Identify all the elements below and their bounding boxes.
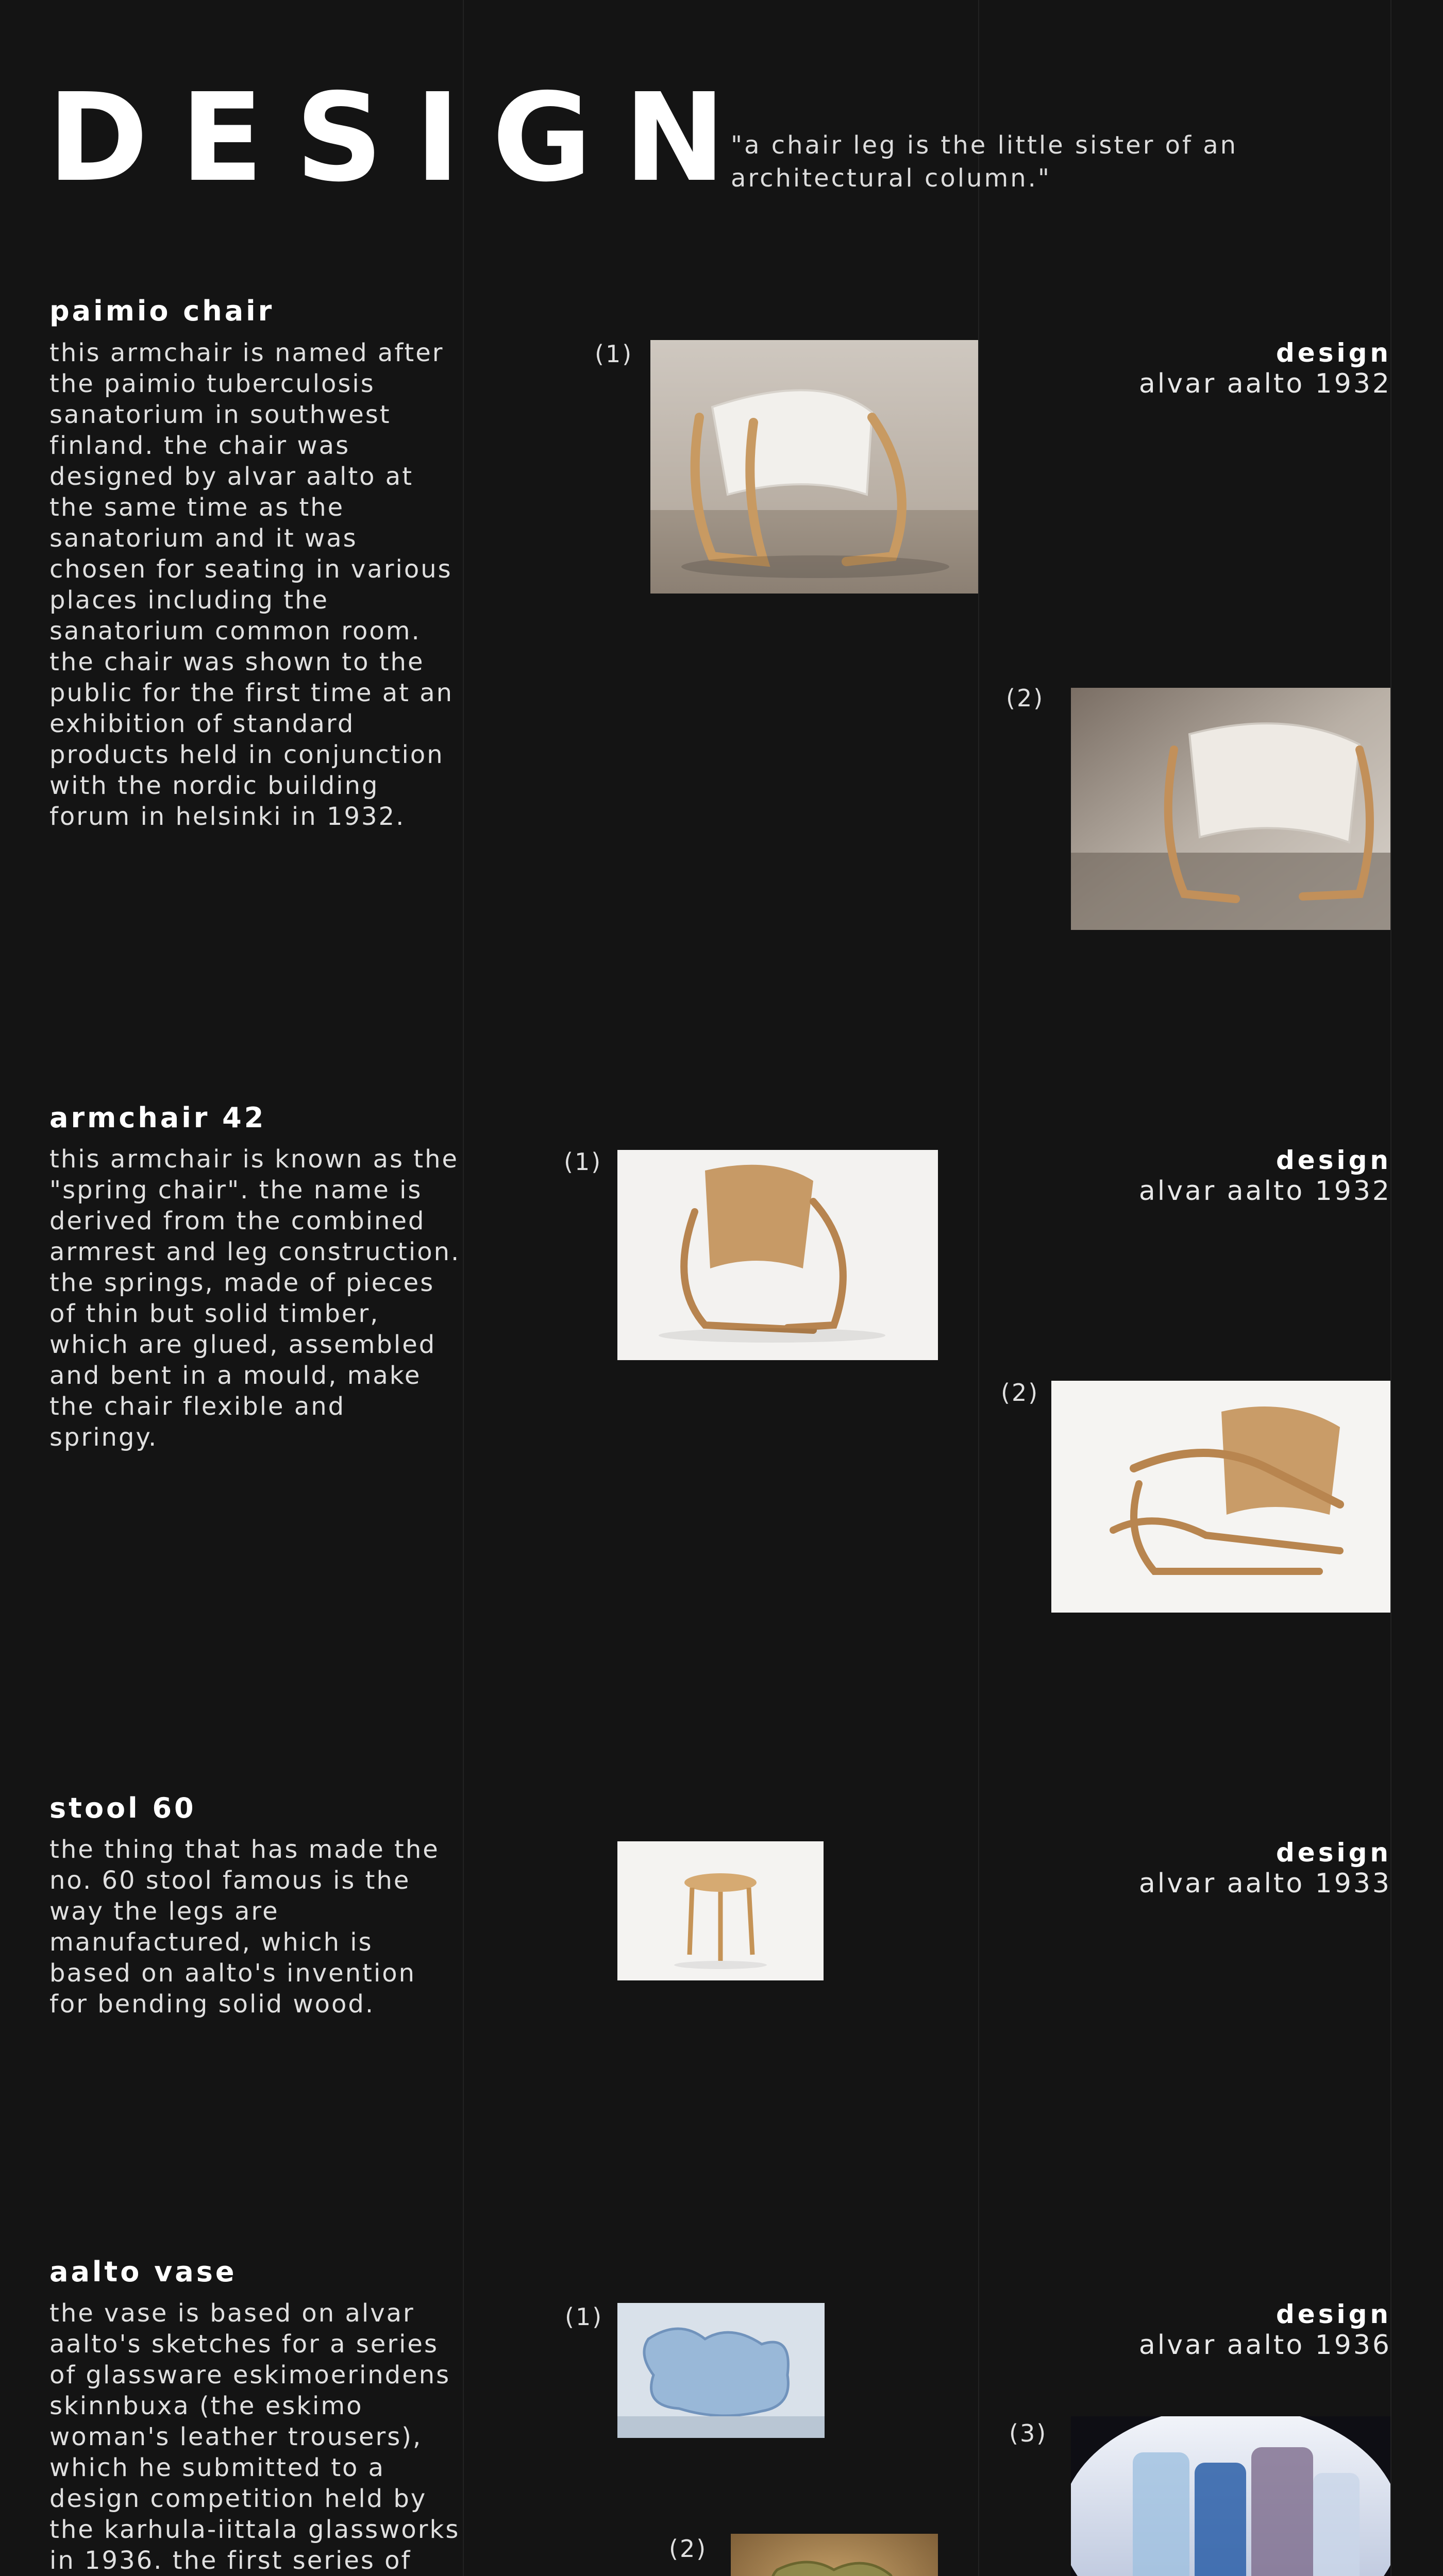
paimio-chair-photo-2 — [1071, 688, 1390, 930]
section-title: aalto vase — [49, 2256, 237, 2288]
image-number: (2) — [1001, 1379, 1039, 1406]
credit-label: design — [1276, 1838, 1391, 1868]
section-description: this armchair is known as the "spring chair". the name is derived from the combined armrest and leg construction. the springs, made of pieces of thin but solid timber, which are glued, assembled and bent in a mould, make the chair flexible and springy. — [49, 1145, 461, 1452]
design-credit — [928, 2299, 1391, 2361]
tagline-quote: "a chair leg is the little sister of an architectural column." — [731, 131, 1238, 193]
credit-designer: alvar aalto 1932 — [1138, 368, 1391, 399]
section-title: stool 60 — [49, 1792, 196, 1824]
paimio-chair-photo-1 — [650, 340, 978, 594]
column-guide — [463, 0, 464, 2576]
credit-label: design — [1276, 338, 1391, 368]
section-description: the vase is based on alvar aalto's sketches for a series of glassware eskimoerindens skinnbuxa (the eskimo woman's leather trousers), which he submitted to a design competition held by the karhula-iittala glassworks in 1936. the first series of — [49, 2299, 460, 2575]
credit-label: design — [1276, 2299, 1391, 2329]
stool-60-photo — [617, 1841, 824, 1980]
credit-label: design — [1276, 1145, 1391, 1175]
image-number: (2) — [669, 2535, 708, 2563]
credit-designer: alvar aalto 1933 — [1138, 1868, 1391, 1899]
credit-designer: alvar aalto 1932 — [1138, 1176, 1391, 1207]
section-title: paimio chair — [49, 295, 275, 327]
armchair-42-photo-2 — [1051, 1381, 1390, 1613]
aalto-vase-blue-photo — [617, 2303, 825, 2438]
design-credit — [928, 337, 1391, 399]
design-credit — [928, 1145, 1391, 1207]
page-title: DESIGN — [47, 67, 758, 209]
design-credit — [928, 1837, 1391, 1899]
image-number: (3) — [1009, 2419, 1048, 2447]
armchair-42-photo-1 — [617, 1150, 938, 1360]
image-number: (1) — [565, 2303, 603, 2331]
section-description: the thing that has made the no. 60 stool famous is the way the legs are manufactured, which is based on aalto's invention for bending solid wood. — [49, 1835, 440, 2019]
aalto-vase-green-photo — [731, 2534, 938, 2576]
image-number: (1) — [564, 1148, 602, 1176]
image-number: (1) — [595, 340, 633, 368]
aalto-vase-group-photo — [1071, 2416, 1390, 2576]
credit-designer: alvar aalto 1936 — [1138, 2330, 1391, 2361]
section-description: this armchair is named after the paimio tuberculosis sanatorium in southwest finland. the chair was designed by alvar aalto at the same time as the sanatorium and it was chosen for seating in various places including the sanatorium common room. the chair was shown to the public for the first time at an exhibition of standard products held in conjunction with the nordic building forum in helsinki in 1932. — [49, 338, 454, 831]
image-number: (2) — [1006, 684, 1045, 712]
section-title: armchair 42 — [49, 1101, 266, 1134]
